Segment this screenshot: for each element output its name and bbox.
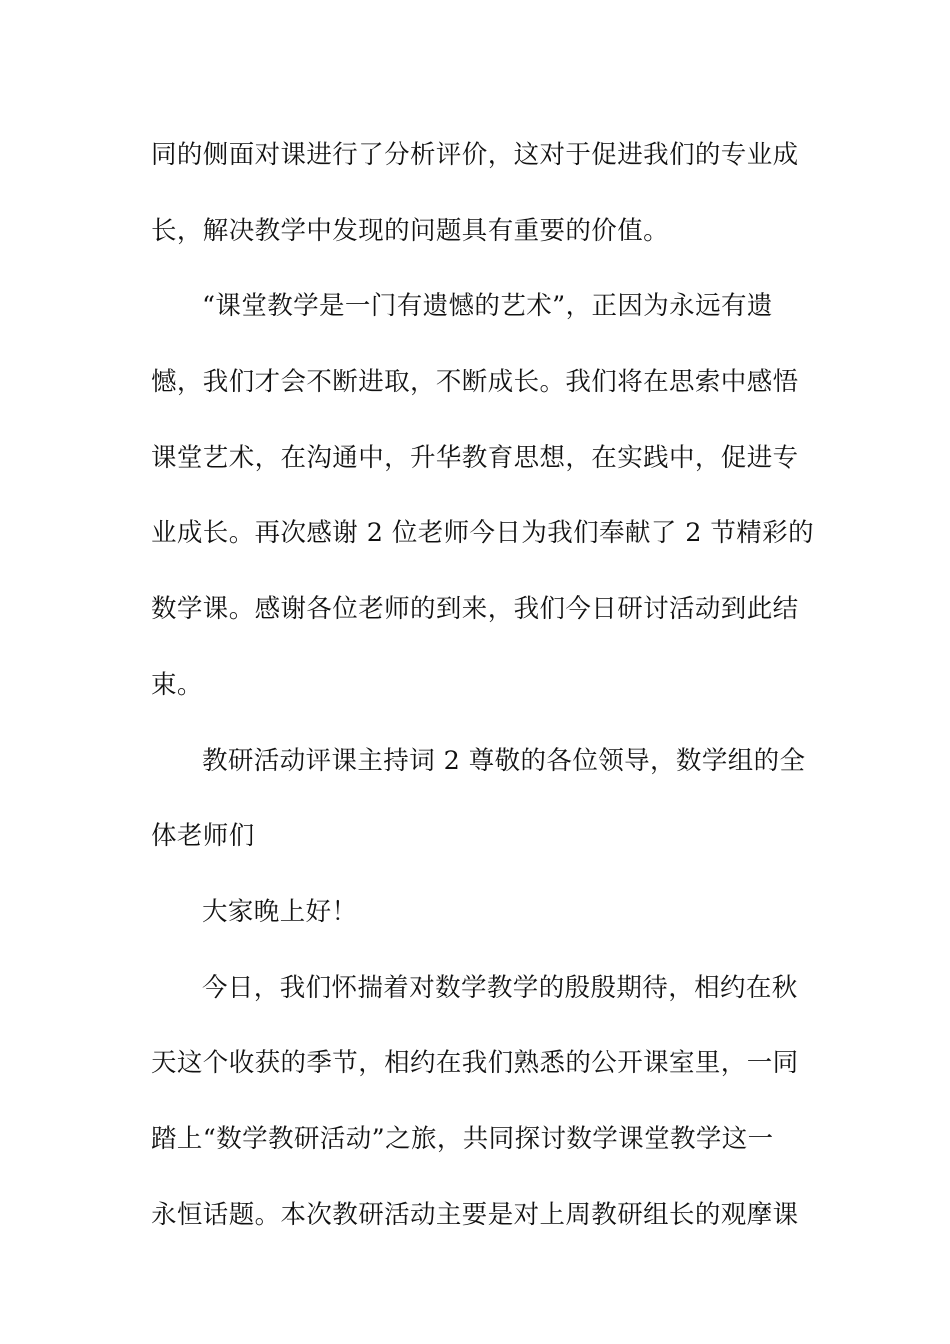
text-line-14: 踏上“数学教研活动”之旅，共同探讨数学课堂教学这一: [151, 1123, 774, 1154]
text-line-8: 束。: [151, 669, 203, 700]
text-line-12: 今日，我们怀揣着对数学教学的殷殷期待，相约在秋: [202, 972, 798, 1003]
text-line-13: 天这个收获的季节，相约在我们熟悉的公开课室里，一同: [151, 1048, 799, 1079]
text-line-4: 憾，我们才会不断进取，不断成长。我们将在思索中感悟: [151, 367, 799, 398]
text-line-6: 业成长。再次感谢 2 位老师今日为我们奉献了 2 节精彩的: [151, 518, 814, 549]
text-line-3: “课堂教学是一门有遗憾的艺术”，正因为永远有遗: [202, 291, 773, 322]
text-line-7: 数学课。感谢各位老师的到来，我们今日研讨活动到此结: [151, 594, 799, 625]
text-line-1: 同的侧面对课进行了分析评价，这对于促进我们的专业成: [151, 140, 799, 170]
text-line-2: 长，解决教学中发现的问题具有重要的价值。: [151, 215, 670, 246]
text-line-5: 课堂艺术，在沟通中，升华教育思想，在实践中，促进专: [151, 442, 799, 473]
text-line-10: 体老师们: [151, 821, 255, 852]
document-body: [151, 118, 814, 1253]
text-line-9: 教研活动评课主持词 2 尊敬的各位领导，数学组的全: [202, 745, 806, 776]
text-line-11: 大家晚上好！: [202, 896, 358, 927]
text-line-15: 永恒话题。本次教研活动主要是对上周教研组长的观摩课: [151, 1199, 799, 1230]
